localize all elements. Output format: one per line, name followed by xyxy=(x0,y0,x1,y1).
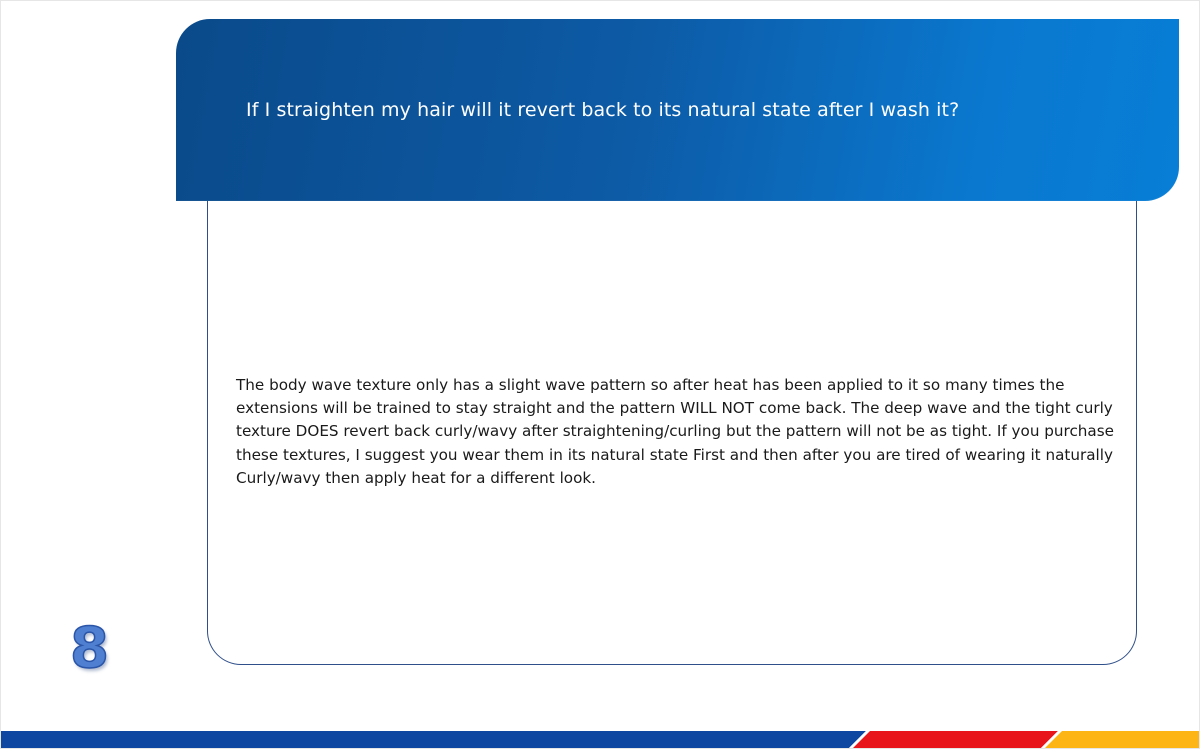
question-heading: If I straighten my hair will it revert back to its natural state after I wash it? xyxy=(246,99,960,121)
slide-number: 8 xyxy=(70,616,109,681)
footer-blue-stripe xyxy=(0,731,866,749)
footer-stripes xyxy=(0,729,1200,749)
answer-text: The body wave texture only has a slight wave pattern so after heat has been applied to it so many times the extensions will be trained to stay straight and the pattern WILL NOT come back. The deep wave and the tight curly texture DOES revert back curly/wavy after straightening/curling but the pattern will not be as tight. If you purchase these textures, I suggest you wear them in its natural state First and then after you are tired of wearing it naturally Curly/wavy then apply heat for a different look. xyxy=(236,376,1114,487)
footer-red-stripe xyxy=(852,731,1058,749)
footer-color-bar xyxy=(0,729,1200,749)
footer-yellow-stripe xyxy=(1044,731,1200,749)
